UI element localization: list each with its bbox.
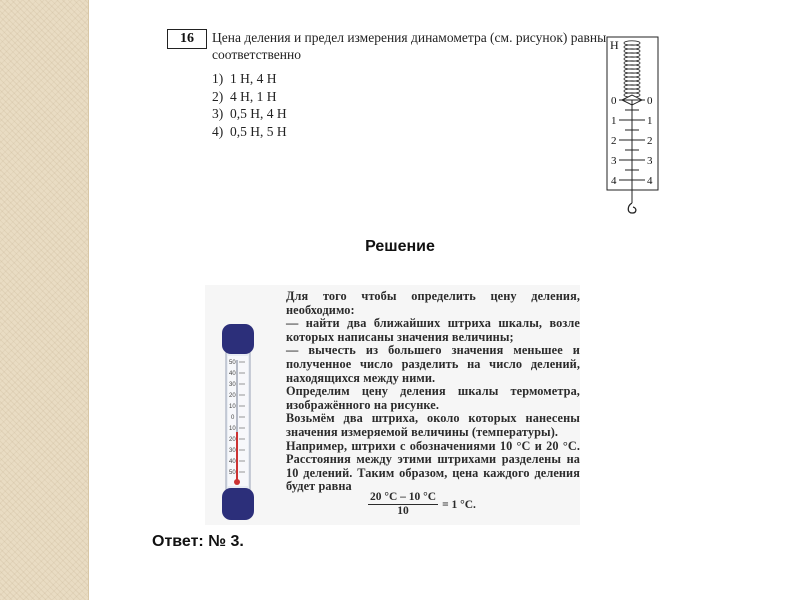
solution-paragraph: Определим цену деления шкалы термометра, изображённого на рисунке.	[286, 384, 580, 412]
dynamometer-figure	[600, 35, 670, 220]
thermo-label-10: 50	[229, 470, 236, 476]
thermo-label-4: 10	[229, 404, 236, 410]
dynamometer-unit: Н	[610, 38, 619, 52]
division-formula	[368, 491, 476, 518]
scale-label-left-2: 2	[611, 135, 617, 147]
solution-paragraph: Для того чтобы определить цену деления, необходимо:	[286, 289, 580, 317]
option-3: 3) 0,5 Н, 4 Н	[212, 106, 287, 121]
solution-paragraph: Возьмём два штриха, около которых нанесены значения измеряемой величины (температуры).	[286, 411, 580, 439]
solution-paragraph: — найти два ближайших штриха шкалы, возле которых написаны значения величины;	[286, 316, 580, 344]
thermo-label-5: 0	[231, 415, 235, 421]
scale-label-left-4: 4	[611, 175, 617, 187]
scale-label-left-0: 0	[611, 95, 617, 107]
thermo-label-3: 20	[229, 393, 236, 399]
left-decorative-strip	[0, 0, 89, 600]
hook-icon	[628, 203, 636, 213]
thermometer-bottom-cap	[222, 488, 254, 520]
solution-paragraph: Например, штрихи с обозначениями 10 °С и 20 °С. Расстояния между этими штрихами разделены на 10 делений. Таким образом, цена каждого деления будет равна	[286, 438, 580, 494]
answer-text: Ответ: № 3.	[152, 533, 244, 550]
scale-label-left-3: 3	[611, 155, 617, 167]
question-text: Цена деления и предел измерения динамометра (см. рисунок) равны соответственно	[212, 30, 607, 62]
option-2: 2) 4 Н, 1 Н	[212, 88, 277, 104]
scale-label-right-4: 4	[647, 175, 653, 187]
spring-coil	[624, 41, 640, 97]
thermo-label-1: 40	[229, 371, 236, 377]
formula-numerator: 20 °С – 10 °С	[370, 491, 437, 503]
solution-paragraph: — вычесть из большего значения меньшее и полученное число разделить на число делений, находящихся между ними.	[286, 343, 580, 385]
formula-result: = 1 °С.	[442, 498, 476, 511]
thermo-label-2: 30	[229, 382, 236, 388]
question-number: 16	[167, 29, 207, 49]
scale-label-right-3: 3	[647, 155, 653, 167]
thermo-label-0: 50	[229, 360, 236, 366]
scale-label-right-0: 0	[647, 95, 653, 107]
thermo-label-8: 30	[229, 448, 236, 454]
scale-label-right-2: 2	[647, 135, 653, 147]
option-1: 1) 1 Н, 4 Н	[212, 71, 277, 86]
thermometer-top-cap	[222, 324, 254, 354]
thermo-label-7: 20	[229, 437, 236, 443]
option-4: 4) 0,5 Н, 5 Н	[212, 123, 287, 139]
thermo-label-6: 10	[229, 426, 236, 432]
scale-label-right-1: 1	[647, 115, 653, 127]
solution-title: Решение	[365, 238, 435, 255]
thermo-label-9: 40	[229, 459, 236, 465]
answer-options	[212, 70, 287, 140]
scale-label-left-1: 1	[611, 115, 617, 127]
solution-text	[286, 290, 580, 494]
thermometer-image	[212, 322, 262, 522]
formula-denominator: 10	[397, 505, 409, 517]
